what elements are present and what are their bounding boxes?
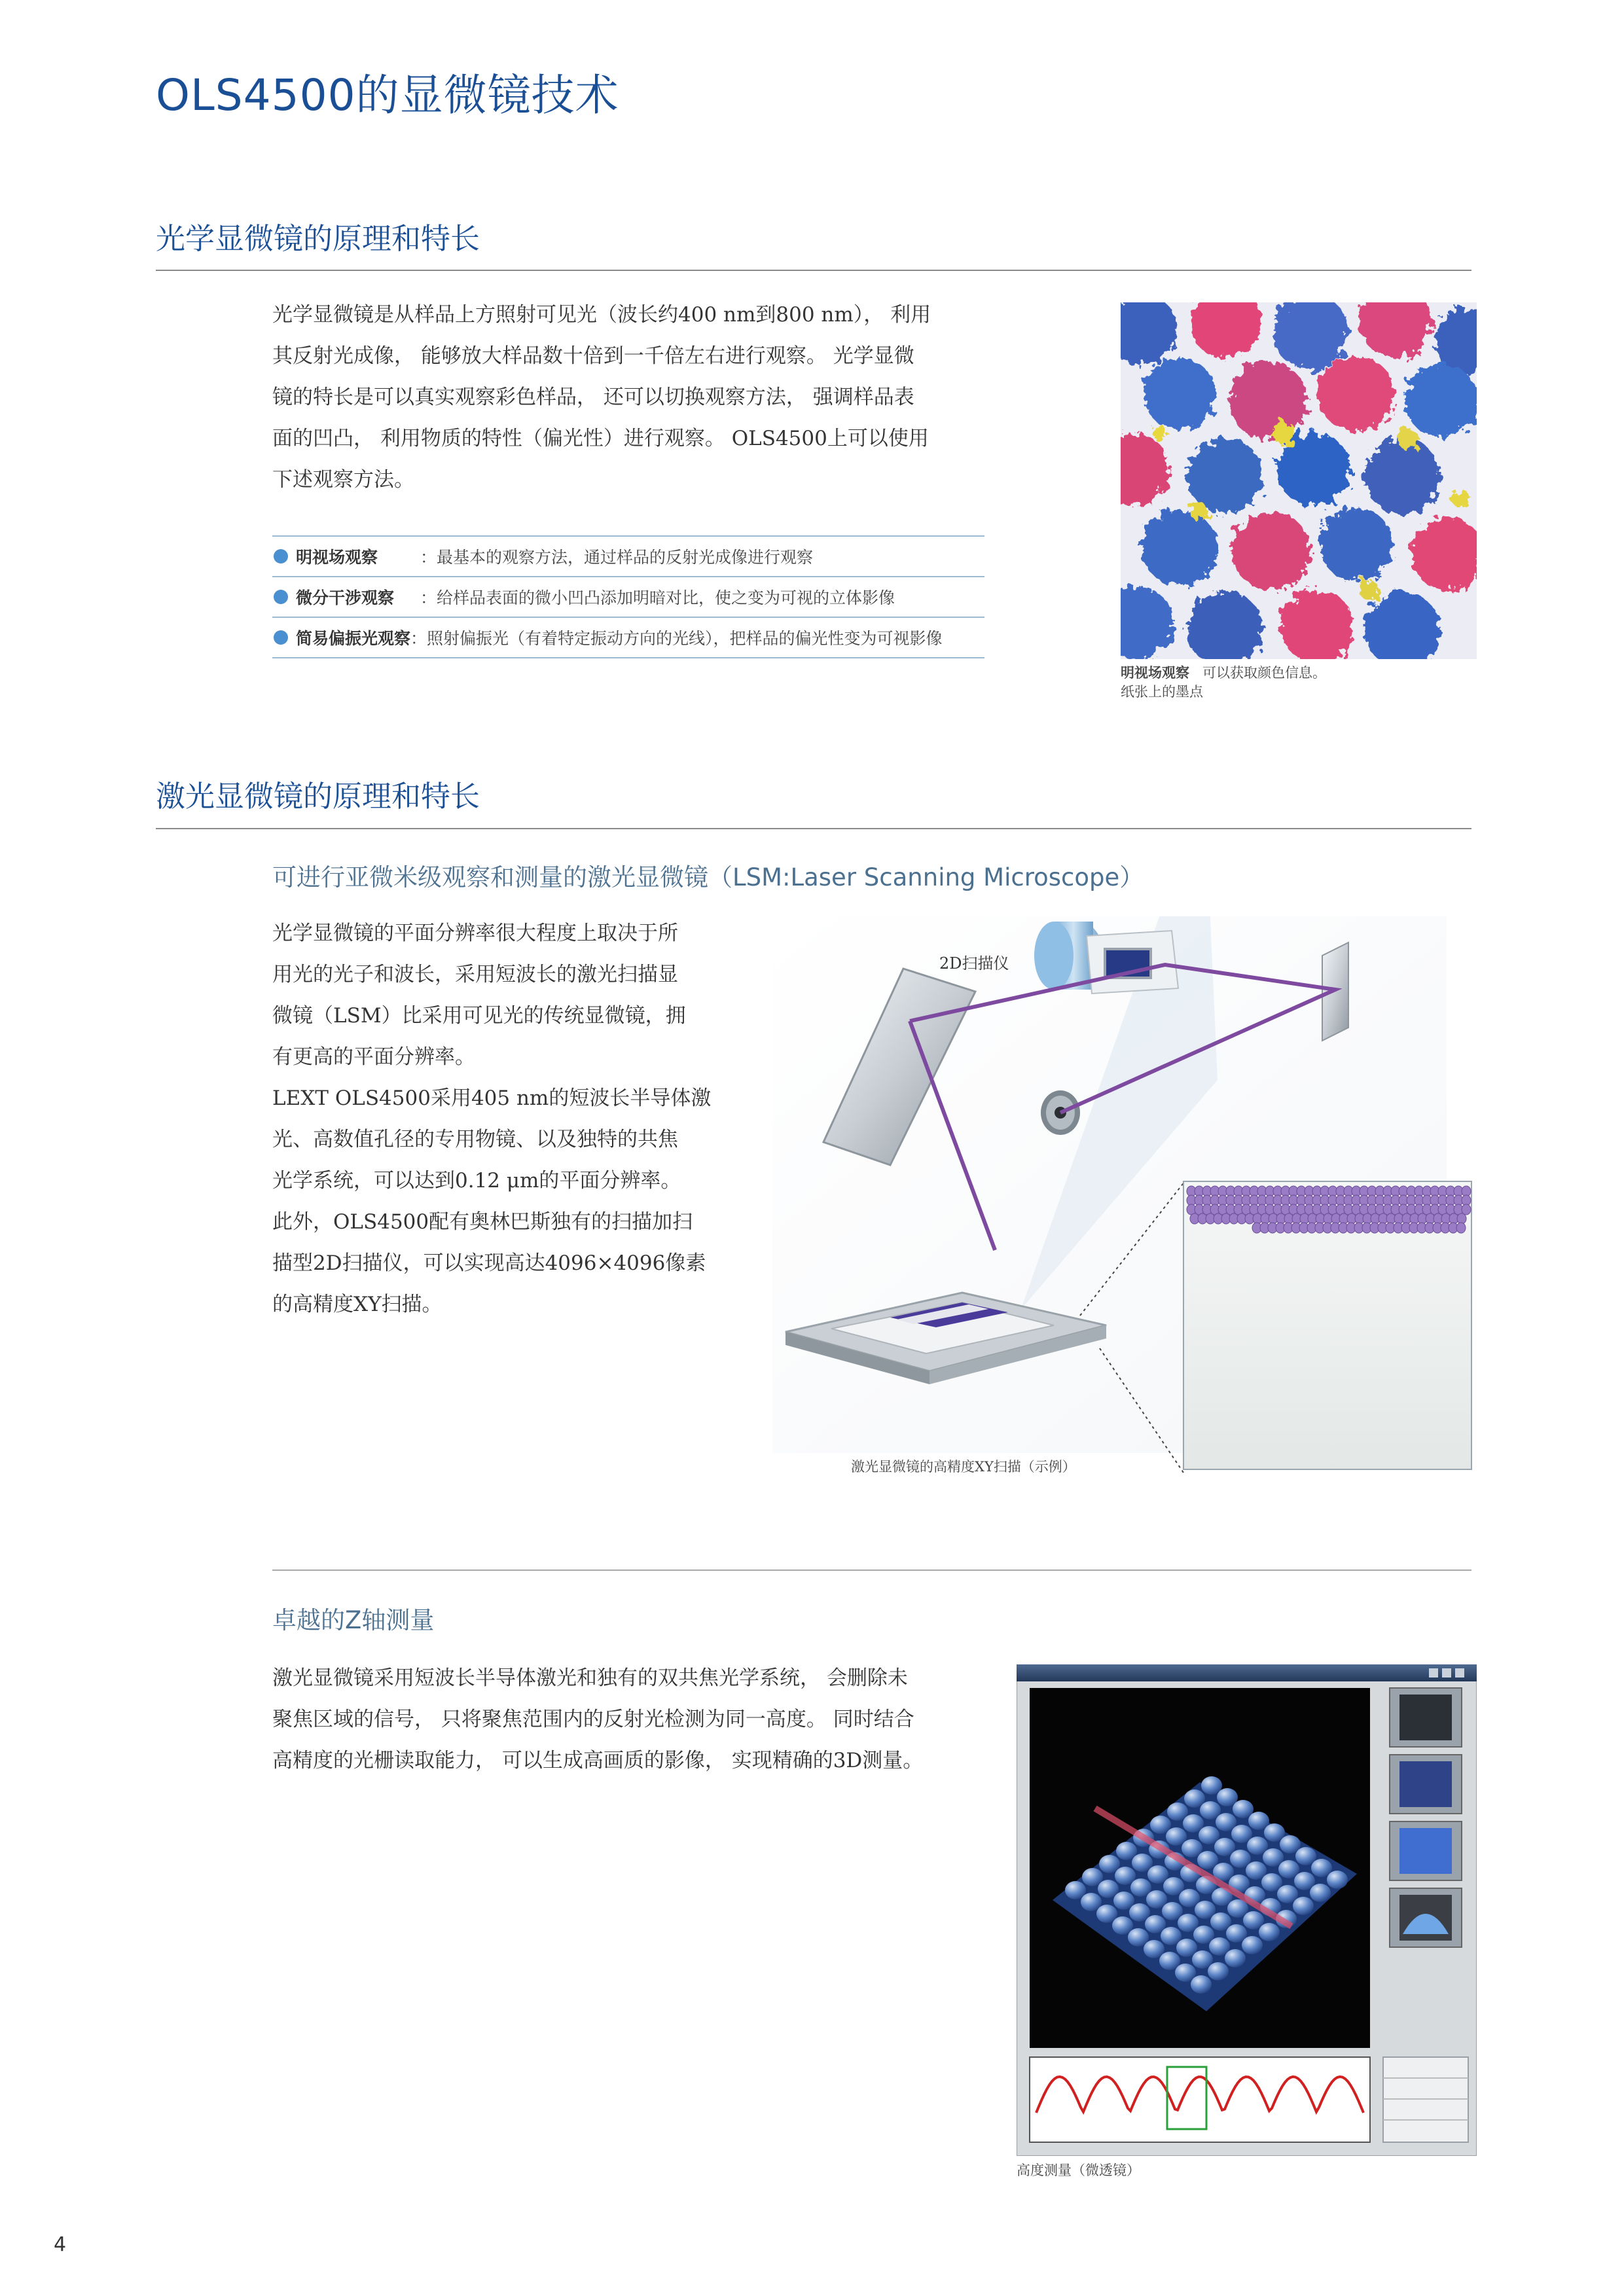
scan-diagram-caption: 激光显微镜的高精度XY扫描（示例） xyxy=(851,1459,1076,1475)
zaxis-paragraph-line: 聚焦区域的信号， 只将聚焦范围内的反射光检测为同一高度。 同时结合 xyxy=(272,1708,914,1731)
optical-paragraph-line: 光学显微镜是从样品上方照射可见光（波长约400 nm到800 nm）， 利用 xyxy=(272,303,931,327)
method-description: 照射偏振光（有着特定振动方向的光线），把样品的偏光性变为可视影像 xyxy=(427,629,943,648)
zaxis-heading: 卓越的Z轴测量 xyxy=(272,1606,435,1634)
laser-section-heading: 激光显微镜的原理和特长 xyxy=(156,779,480,814)
caption-line2: 纸张上的墨点 xyxy=(1121,684,1203,700)
bullet-icon xyxy=(274,590,288,604)
height-measurement-screenshot xyxy=(1017,1664,1477,2156)
method-separator: ： xyxy=(410,629,427,648)
optical-section-rule xyxy=(156,270,1471,271)
zaxis-paragraph-line: 高精度的光栅读取能力， 可以生成高画质的影像， 实现精确的3D测量。 xyxy=(272,1749,924,1772)
page-title: OLS4500的显微镜技术 xyxy=(156,70,619,120)
method-description: 给样品表面的微小凹凸添加明暗对比，使之变为可视的立体影像 xyxy=(437,588,895,607)
laser-paragraph xyxy=(272,913,731,1325)
optical-paragraph-line: 其反射光成像， 能够放大样品数十倍到一千倍左右进行观察。 光学显微 xyxy=(272,344,914,368)
laser-paragraph-line: 描型2D扫描仪，可以实现高达4096×4096像素 xyxy=(272,1251,706,1275)
laser-paragraph-line: 光、高数值孔径的专用物镜、以及独特的共焦 xyxy=(272,1128,678,1151)
optical-section-heading: 光学显微镜的原理和特长 xyxy=(156,221,480,256)
page-number: 4 xyxy=(54,2233,67,2256)
method-name: 明视场观察 xyxy=(296,548,378,567)
laser-paragraph-line: 的高精度XY扫描。 xyxy=(272,1293,442,1316)
ink-dots-caption xyxy=(1121,664,1326,702)
observation-methods-table xyxy=(272,535,984,658)
method-separator: ： xyxy=(420,588,437,607)
bullet-icon xyxy=(274,549,288,564)
bullet-icon xyxy=(274,630,288,645)
laser-paragraph-line: 有更高的平面分辨率。 xyxy=(272,1045,475,1069)
optical-paragraph-line: 镜的特长是可以真实观察彩色样品， 还可以切换观察方法， 强调样品表 xyxy=(272,386,914,409)
caption-text: 可以获取颜色信息。 xyxy=(1202,665,1327,681)
method-row-dic xyxy=(272,576,984,617)
method-description: 最基本的观察方法，通过样品的反射光成像进行观察 xyxy=(437,548,814,567)
laser-paragraph-line: 微镜（LSM）比采用可见光的传统显微镜，拥 xyxy=(272,1004,686,1028)
method-separator: ： xyxy=(420,548,437,567)
zaxis-section-rule xyxy=(272,1570,1471,1571)
scanner-label: 2D扫描仪 xyxy=(939,954,1009,973)
optical-paragraph-line: 面的凹凸， 利用物质的特性（偏光性）进行观察。 OLS4500上可以使用 xyxy=(272,427,929,450)
laser-paragraph-line: LEXT OLS4500采用405 nm的短波长半导体激 xyxy=(272,1086,712,1110)
method-row-brightfield xyxy=(272,535,984,576)
caption-title: 明视场观察 xyxy=(1121,665,1189,681)
method-name: 简易偏振光观察 xyxy=(296,629,411,648)
zaxis-paragraph xyxy=(272,1658,992,1782)
zaxis-paragraph-line: 激光显微镜采用短波长半导体激光和独有的双共焦光学系统， 会删除未 xyxy=(272,1666,908,1690)
laser-paragraph-line: 光学系统，可以达到0.12 μm的平面分辨率。 xyxy=(272,1169,681,1193)
method-name: 微分干涉观察 xyxy=(296,588,395,607)
method-row-polarized xyxy=(272,617,984,658)
laser-paragraph-line: 此外，OLS4500配有奥林巴斯独有的扫描加扫 xyxy=(272,1210,693,1234)
ink-dots-photo xyxy=(1121,302,1477,659)
screenshot-caption: 高度测量（微透镜） xyxy=(1017,2162,1140,2178)
optical-paragraph-line: 下述观察方法。 xyxy=(272,468,414,492)
laser-paragraph-line: 用光的光子和波长，采用短波长的激光扫描显 xyxy=(272,963,678,986)
laser-section-rule xyxy=(156,828,1471,829)
optical-paragraph xyxy=(272,295,992,501)
lsm-subheading: 可进行亚微米级观察和测量的激光显微镜（LSM:Laser Scanning Microscope） xyxy=(272,863,1144,891)
laser-scanning-diagram xyxy=(772,916,1479,1479)
laser-paragraph-line: 光学显微镜的平面分辨率很大程度上取决于所 xyxy=(272,922,678,945)
